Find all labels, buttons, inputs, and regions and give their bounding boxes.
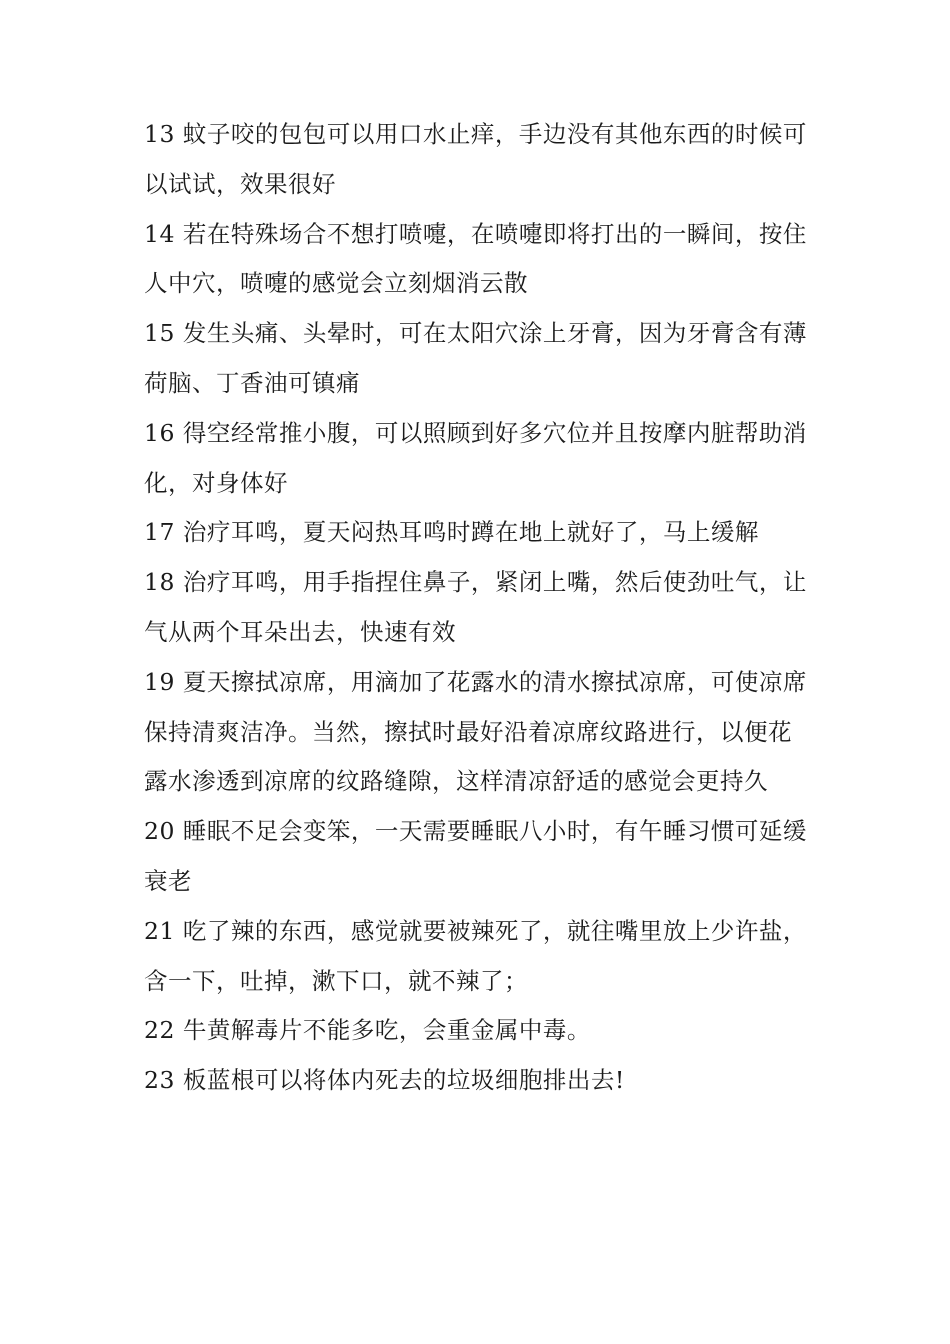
tip-paragraph-22: 22 牛黄解毒片不能多吃，会重金属中毒。 — [144, 1016, 591, 1045]
tip-paragraph-20: 20 睡眠不足会变笨，一天需要睡眠八小时，有午睡习惯可延缓衰老 — [144, 817, 807, 895]
tip-paragraph-19: 19 夏天擦拭凉席，用滴加了花露水的清水擦拭凉席，可使凉席保持清爽洁净。当然，擦拭时最好沿着凉席纹路进行，以便花露水渗透到凉席的纹路缝隙，这样清凉舒适的感觉会更持久 — [144, 667, 807, 796]
tip-paragraph-13: 13 蚊子咬的包包可以用口水止痒，手边没有其他东西的时候可以试试，效果很好 — [144, 120, 807, 198]
tip-paragraph-23: 23 板蓝根可以将体内死去的垃圾细胞排出去! — [144, 1066, 625, 1095]
tip-paragraph-18: 18 治疗耳鸣，用手指捏住鼻子，紧闭上嘴，然后使劲吐气，让气从两个耳朵出去，快速有效 — [144, 568, 807, 646]
tip-paragraph-17: 17 治疗耳鸣，夏天闷热耳鸣时蹲在地上就好了，马上缓解 — [144, 518, 759, 547]
tip-paragraph-21: 21 吃了辣的东西，感觉就要被辣死了，就往嘴里放上少许盐，含一下，吐掉，漱下口，就不辣了； — [144, 916, 807, 995]
tip-paragraph-16: 16 得空经常推小腹，可以照顾到好多穴位并且按摩内脏帮助消化，对身体好 — [144, 418, 807, 497]
tip-paragraph-15: 15 发生头痛、头晕时，可在太阳穴涂上牙膏，因为牙膏含有薄荷脑、丁香油可镇痛 — [144, 319, 807, 397]
document-body — [144, 110, 812, 1106]
tip-paragraph-14: 14 若在特殊场合不想打喷嚏，在喷嚏即将打出的一瞬间，按住人中穴，喷嚏的感觉会立刻烟消云散 — [144, 219, 807, 298]
